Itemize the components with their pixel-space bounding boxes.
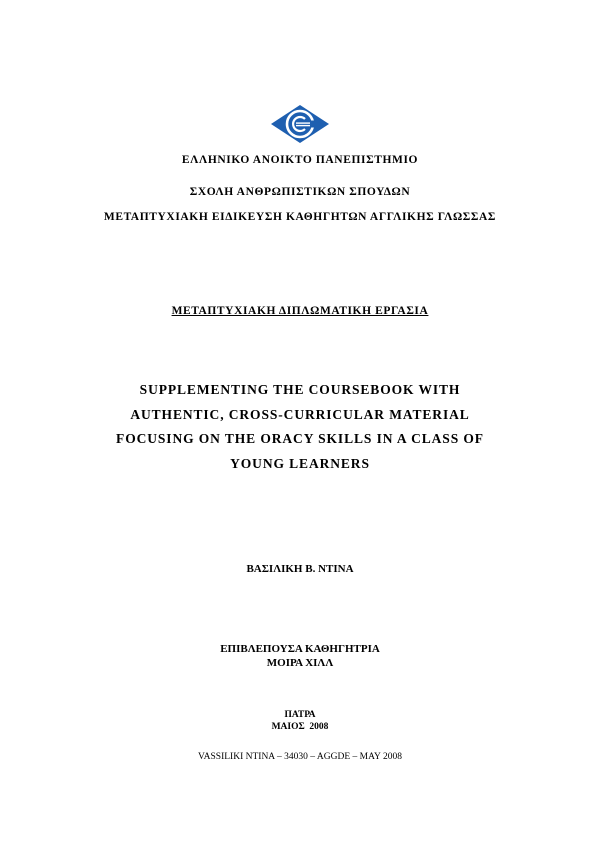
footer-identifier: VASSILIKI NTINA – 34030 – AGGDE – MAY 2008 (198, 752, 402, 762)
thesis-title-line: FOCUSING ON THE ORACY SKILLS IN A CLASS OF (116, 431, 484, 446)
thesis-title (0, 378, 600, 476)
thesis-title-line: AUTHENTIC, CROSS-CURRICULAR MATERIAL (130, 406, 470, 422)
thesis-title-line: SUPPLEMENTING THE COURSEBOOK WITH (139, 382, 461, 397)
university-name: ΕΛΛΗΝΙΚΟ ΑΝΟΙΚΤΟ ΠΑΝΕΠΙΣΤΗΜΙΟ (181, 154, 419, 166)
date: ΜΑΙΟΣ 2008 (271, 722, 329, 732)
thesis-type-heading: ΜΕΤΑΠΤΥΧΙΑΚΗ ΔΙΠΛΩΜΑΤΙΚΗ ΕΡΓΑΣΙΑ (171, 305, 429, 317)
university-logo-icon (270, 104, 330, 144)
supervisor-name: ΜΟΙΡΑ ΧΙΛΛ (266, 657, 334, 669)
school-name: ΣΧΟΛΗ ΑΝΘΡΩΠΙΣΤΙΚΩΝ ΣΠΟΥΔΩΝ (189, 186, 411, 198)
supervisor-label: ΕΠΙΒΛΕΠΟΥΣΑ ΚΑΘΗΓΗΤΡΙΑ (220, 643, 380, 655)
specialization-name: ΜΕΤΑΠΤΥΧΙΑΚΗ ΕΙΔΙΚΕΥΣΗ ΚΑΘΗΓΗΤΩΝ ΑΓΓΛΙΚΗΣ ΓΛΩΣΣΑΣ (103, 211, 497, 223)
thesis-title-line: YOUNG LEARNERS (230, 455, 370, 471)
author-name: ΒΑΣΙΛΙΚΗ Β. ΝΤΙΝΑ (246, 563, 354, 575)
city: ΠΑΤΡΑ (284, 710, 316, 720)
